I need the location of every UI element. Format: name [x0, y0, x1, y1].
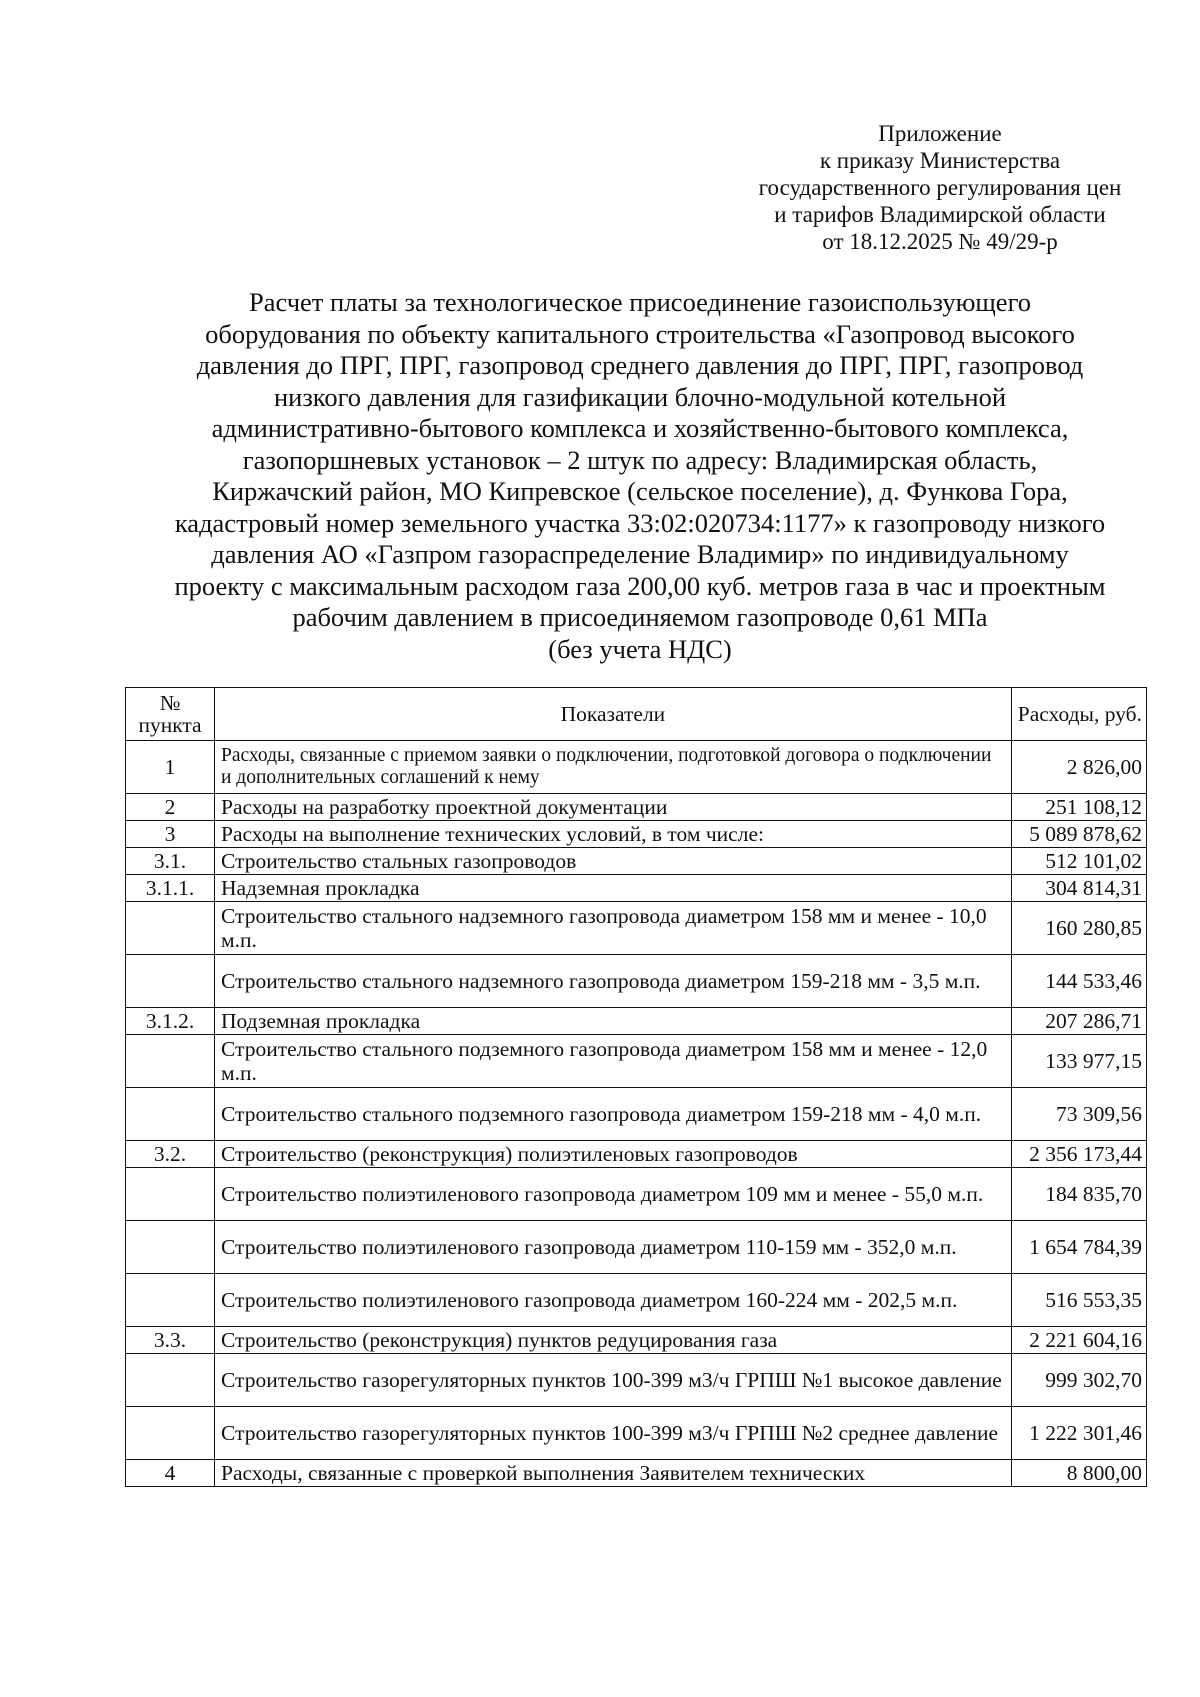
header-costs: Расходы, руб. [1011, 688, 1146, 741]
item-name: Строительство полиэтиленового газопровода диаметром 160-224 мм - 202,5 м.п. [215, 1274, 1012, 1327]
item-name: Строительство стальных газопроводов [215, 848, 1012, 875]
item-name: Строительство полиэтиленового газопровода диаметром 110-159 мм - 352,0 м.п. [215, 1221, 1012, 1274]
item-number: 3 [126, 821, 215, 848]
document-title [120, 287, 1160, 665]
item-name: Строительство стального подземного газопровода диаметром 158 мм и менее - 12,0 м.п. [215, 1035, 1012, 1088]
title-line: газопоршневых установок – 2 штук по адресу: Владимирская область, [242, 444, 1038, 475]
item-value: 184 835,70 [1011, 1168, 1146, 1221]
title-line: административно-бытового комплекса и хозяйственно-бытового комплекса, [211, 413, 1069, 443]
title-line: проекту с максимальным расходом газа 200,00 куб. метров газа в час и проектным [174, 570, 1106, 601]
item-number [126, 1407, 215, 1460]
title-line: (без учета НДС) [548, 633, 732, 664]
table-row [126, 1460, 1147, 1487]
appendix-line: государственного регулирования цен [758, 175, 1122, 200]
item-number [126, 1221, 215, 1274]
table-row [126, 1008, 1147, 1035]
title-line: оборудования по объекту капитального строительства «Газопровод высокого [205, 318, 1075, 349]
item-number [126, 1088, 215, 1141]
item-number [126, 1035, 215, 1088]
item-number: 3.2. [126, 1141, 215, 1168]
item-name: Строительство газорегуляторных пунктов 100-399 м3/ч ГРПШ №2 среднее давление [215, 1407, 1012, 1460]
item-name: Надземная прокладка [215, 875, 1012, 902]
item-value: 160 280,85 [1011, 902, 1146, 955]
item-number [126, 1274, 215, 1327]
cost-table [125, 687, 1147, 1487]
appendix-line: к приказу Министерства [819, 148, 1061, 173]
item-name: Подземная прокладка [215, 1008, 1012, 1035]
table-row [126, 1035, 1147, 1088]
title-line: Киржачский район, МО Кипревское (сельское поселение), д. Функова Гора, [212, 476, 1068, 506]
table-row [126, 1088, 1147, 1141]
appendix-header [700, 120, 1180, 255]
item-number: 3.3. [126, 1327, 215, 1354]
title-line: низкого давления для газификации блочно-модульной котельной [273, 381, 1007, 412]
appendix-line: Приложение [878, 121, 1002, 146]
item-value: 8 800,00 [1011, 1460, 1146, 1487]
table-row [126, 1407, 1147, 1460]
item-name: Расходы, связанные с проверкой выполнения Заявителем технических [215, 1460, 1012, 1487]
item-name: Строительство (реконструкция) пунктов редуцирования газа [215, 1327, 1012, 1354]
table-row [126, 1274, 1147, 1327]
item-value: 2 356 173,44 [1011, 1141, 1146, 1168]
item-value: 144 533,46 [1011, 955, 1146, 1008]
item-name: Строительство стального надземного газопровода диаметром 159-218 мм - 3,5 м.п. [215, 955, 1012, 1008]
table-row [126, 821, 1147, 848]
title-line: давления АО «Газпром газораспределение Владимир» по индивидуальному [211, 539, 1069, 569]
item-number: 4 [126, 1460, 215, 1487]
item-name: Строительство полиэтиленового газопровода диаметром 109 мм и менее - 55,0 м.п. [215, 1168, 1012, 1221]
item-name: Расходы на выполнение технических условий, в том числе: [215, 821, 1012, 848]
item-value: 251 108,12 [1011, 794, 1146, 821]
item-value: 2 221 604,16 [1011, 1327, 1146, 1354]
item-value: 1 222 301,46 [1011, 1407, 1146, 1460]
item-number [126, 955, 215, 1008]
table-row [126, 1141, 1147, 1168]
table-row [126, 848, 1147, 875]
table-header-row [126, 688, 1147, 741]
item-value: 5 089 878,62 [1011, 821, 1146, 848]
item-value: 207 286,71 [1011, 1008, 1146, 1035]
item-number: 3.1. [126, 848, 215, 875]
item-number: 1 [126, 741, 215, 794]
title-line: кадастровый номер земельного участка 33:02:020734:1177» к газопроводу низкого [174, 507, 1106, 538]
item-name: Строительство (реконструкция) полиэтиленовых газопроводов [215, 1141, 1012, 1168]
item-name: Расходы, связанные с приемом заявки о подключении, подготовкой договора о подключении и дополнительных соглашений к нему [215, 741, 1012, 794]
item-name: Расходы на разработку проектной документации [215, 794, 1012, 821]
table-row [126, 875, 1147, 902]
item-value: 512 101,02 [1011, 848, 1146, 875]
item-number [126, 1354, 215, 1407]
item-name: Строительство стального подземного газопровода диаметром 159-218 мм - 4,0 м.п. [215, 1088, 1012, 1141]
item-number [126, 902, 215, 955]
table-row [126, 1221, 1147, 1274]
table-row [126, 955, 1147, 1008]
appendix-line: от 18.12.2025 № 49/29-р [822, 229, 1058, 254]
header-item-number: № пункта [126, 688, 215, 741]
table-row [126, 1168, 1147, 1221]
item-value: 2 826,00 [1011, 741, 1146, 794]
item-number: 2 [126, 794, 215, 821]
item-value: 1 654 784,39 [1011, 1221, 1146, 1274]
title-line: рабочим давлением в присоединяемом газопроводе 0,61 МПа [292, 602, 988, 632]
item-value: 304 814,31 [1011, 875, 1146, 902]
item-number: 3.1.1. [126, 875, 215, 902]
title-line: Расчет платы за технологическое присоединение газоиспользующего [248, 287, 1032, 317]
item-number [126, 1168, 215, 1221]
table-row [126, 794, 1147, 821]
table-row [126, 1354, 1147, 1407]
item-value: 999 302,70 [1011, 1354, 1146, 1407]
header-indicators: Показатели [215, 688, 1012, 741]
item-value: 133 977,15 [1011, 1035, 1146, 1088]
table-row [126, 902, 1147, 955]
item-value: 516 553,35 [1011, 1274, 1146, 1327]
appendix-line: и тарифов Владимирской области [774, 202, 1106, 227]
table-row [126, 1327, 1147, 1354]
table-body [126, 741, 1147, 1487]
item-name: Строительство газорегуляторных пунктов 100-399 м3/ч ГРПШ №1 высокое давление [215, 1354, 1012, 1407]
table-row [126, 741, 1147, 794]
item-value: 73 309,56 [1011, 1088, 1146, 1141]
item-name: Строительство стального надземного газопровода диаметром 158 мм и менее - 10,0 м.п. [215, 902, 1012, 955]
item-number: 3.1.2. [126, 1008, 215, 1035]
title-line: давления до ПРГ, ПРГ, газопровод среднего давления до ПРГ, ПРГ, газопровод [196, 350, 1084, 380]
